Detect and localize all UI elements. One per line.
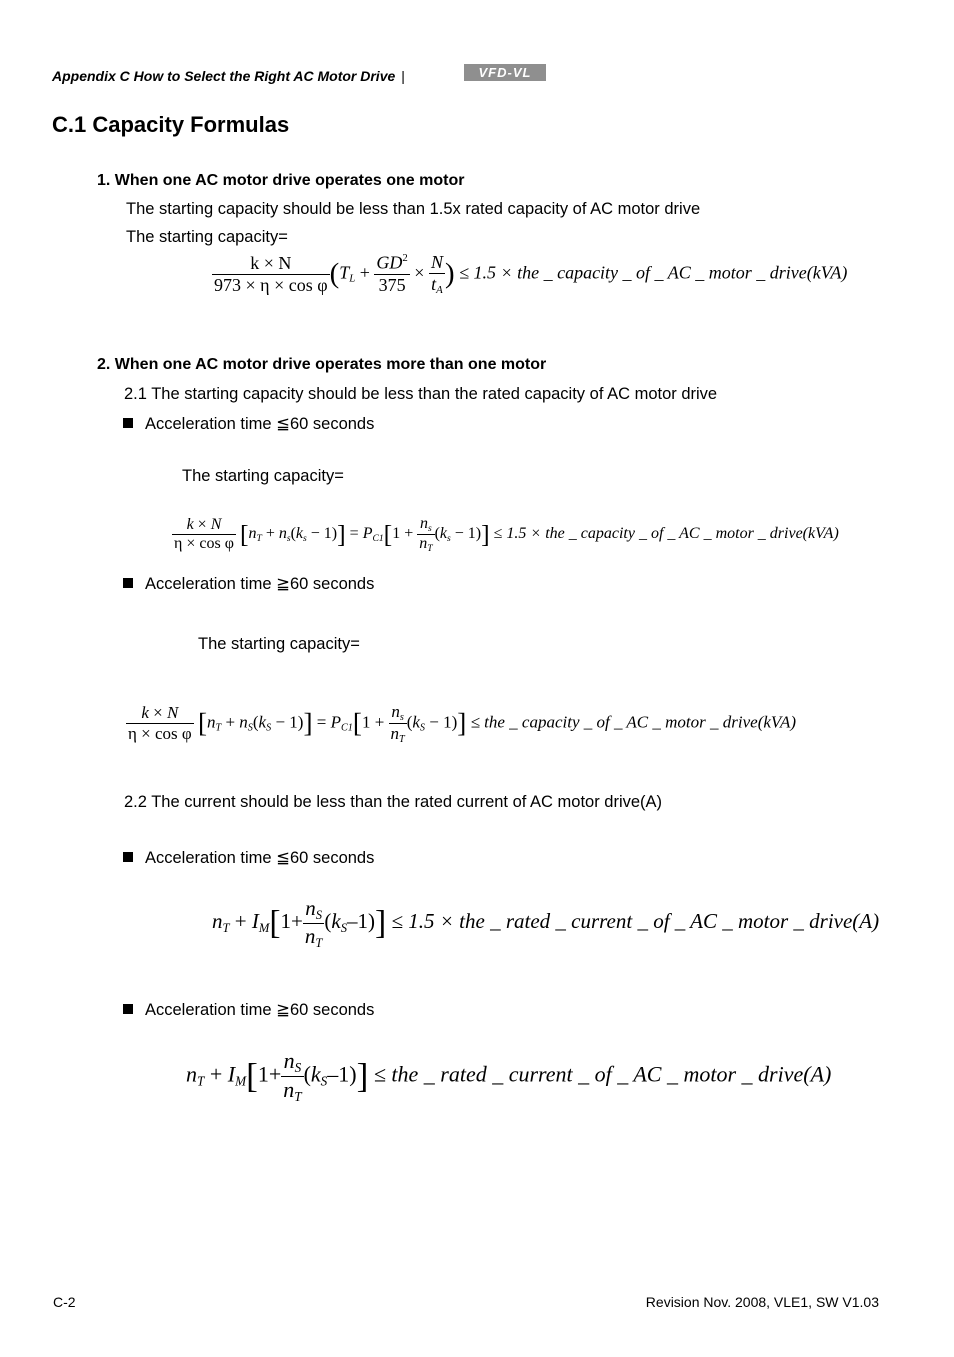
case1-heading: 1. When one AC motor drive operates one motor (97, 172, 465, 189)
bullet-accel-ge-60-current (123, 1000, 374, 1020)
gd2-fraction: $\frac{GD^2}{375}$ (376, 252, 408, 295)
formula-2-1-a-rhs: ≤ 1.5 × the _ capacity _ of _ AC _ motor _ drive(kVA) (493, 525, 839, 543)
header-title: Appendix C How to Select the Right AC Motor Drive (52, 68, 396, 84)
formula-case1-rhs: ≤ 1.5 × the _ capacity _ of _ AC _ motor _ drive(kVA) (459, 262, 848, 283)
bullet-square-icon (123, 578, 133, 588)
starting-capacity-label-a: The starting capacity= (182, 467, 344, 485)
n-ta-fraction: $\frac{N}{t_A}$ (430, 252, 443, 297)
formula-case1-fraction (212, 253, 330, 296)
formula-2-1-b-rhs: ≤ the _ capacity _ of _ AC _ motor _ drive(kVA) (470, 712, 797, 732)
bullet-accel-ge-60 (123, 574, 374, 594)
formula-2-2-b: $n_T + I_M[1+$ $\frac{n_S}{n_T}$ $(k_S-1)$] ≤ the _ rated _ current _ of _ AC _ motor _ drive(A) (186, 1048, 832, 1104)
bullet-square-icon (123, 1004, 133, 1014)
page-number: C-2 (53, 1294, 76, 1310)
case1-line1: The starting capacity should be less than 1.5x rated capacity of AC motor drive (126, 200, 701, 218)
formula-2-1-b: $\frac{k \times N}{\text{η × cos φ}}$ $[n_T + n_S(k_S - 1)] = P_{C1}[1$ + $\frac{n_s}{n_T}$ $(k_S - 1)$] ≤ the _ capacity _ of _ AC _ motor _ drive(kVA) (128, 702, 797, 746)
formula-case1-numerator: k × N (212, 253, 330, 275)
subsection-2-2: 2.2 The current should be less than the rated current of AC motor drive(A) (124, 793, 663, 811)
formula-case1: $\frac{k \times N}{\text{973 × η × cos φ}}$ ($T_L$ + $\frac{GD^2}{375}$ × $\frac{N}{t_A}$ ) ≤ 1.5 × the _ capacity _ of _ AC _ motor _ drive(kVA) (214, 252, 848, 297)
formula-case1-denominator: 973 × η × cos φ (214, 274, 328, 295)
bullet-label: Acceleration time ≧60 seconds (145, 575, 375, 593)
revision-info: Revision Nov. 2008, VLE1, SW V1.03 (645, 1294, 879, 1310)
bullet-accel-le-60 (123, 414, 374, 434)
formula-2-2-a-rhs: ≤ 1.5 × the _ rated _ current _ of _ AC _ motor _ drive(A) (391, 909, 880, 934)
formula-2-2-a: $n_T + I_M[1+$ $\frac{n_S}{n_T}$ $(k_S-1)] \le 1.5$ × the _ rated _ current _ of _ AC _ motor _ drive(A) (212, 896, 880, 950)
bullet-square-icon (123, 418, 133, 428)
case1-line2: The starting capacity= (126, 228, 288, 246)
header-separator: | (401, 68, 405, 84)
bullet-accel-le-60-current (123, 848, 374, 868)
case2-heading: 2. When one AC motor drive operates more than one motor (97, 356, 547, 373)
bullet-square-icon (123, 852, 133, 862)
bullet-label: Acceleration time ≦60 seconds (145, 849, 375, 867)
formula-2-2-b-rhs: ≤ the _ rated _ current _ of _ AC _ motor _ drive(A) (373, 1061, 832, 1087)
bullet-label: Acceleration time ≧60 seconds (145, 1001, 375, 1019)
vfd-vl-logo: VFD-VL (464, 64, 546, 81)
section-title: C.1 Capacity Formulas (52, 112, 290, 137)
formula-2-1-a: $\frac{k \times N}{\text{η × cos φ}}$ $[n_T + n_s(k_s - 1)] = P_{C1}[1$ + $\frac{n_s}{n_T}$ $(k_s - 1)] \le 1.5$ × the _ capacity _ of _ AC _ motor _ drive(kVA) (174, 515, 839, 554)
page-header (52, 68, 405, 84)
subsection-2-1: 2.1 The starting capacity should be less than the rated capacity of AC motor drive (124, 385, 718, 403)
starting-capacity-label-b: The starting capacity= (198, 635, 360, 653)
bullet-label: Acceleration time ≦60 seconds (145, 415, 375, 433)
